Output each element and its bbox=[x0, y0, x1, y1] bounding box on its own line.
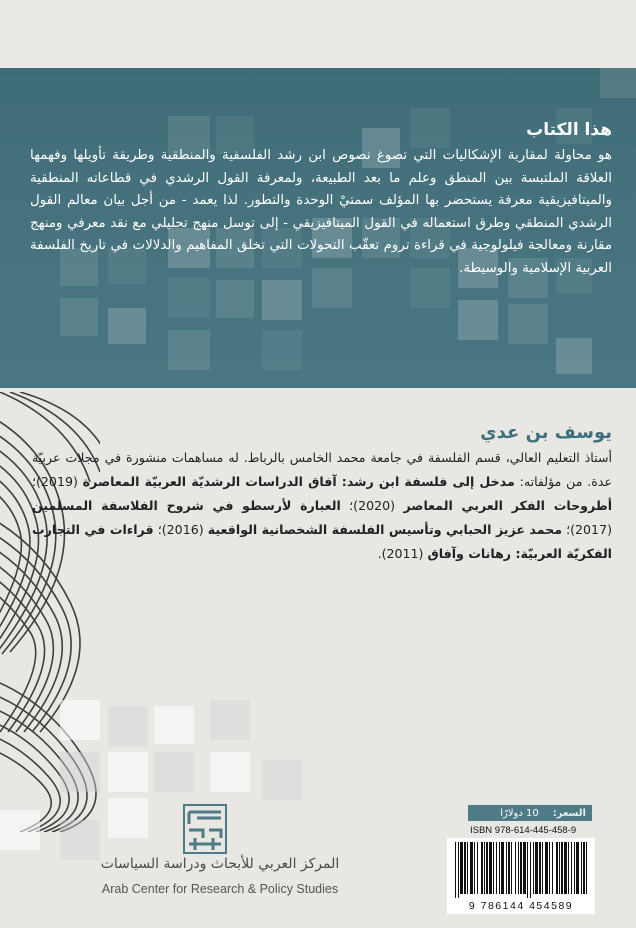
publisher-name-ar: المركز العربي للأبحاث ودراسة السياسات bbox=[100, 856, 340, 872]
author-bio: أستاذ التعليم العالي، قسم الفلسفة في جامعة محمد الخامس بالرباط. له مساهمات منشورة في مجلات عربيّة عدة. من مؤلفاته: مدخل إلى فلسفة ابن رشد: آفاق الدراسات الرشديّة العربيّة المعاصرة (2019)؛ أطروحات الفكر العربي المعاصر (2020)؛ العبارة لأرسطو في شروح الفلاسفة المسلمين (2017)؛ محمد عزيز الحبابي وتأسيس الفلسفة الشخصانية الواقعية (2016)؛ قراءات في التجارب الفكريّة العربيّة: رهانات وآفاق (2011). bbox=[32, 450, 613, 561]
price-label: السعر: bbox=[552, 807, 586, 819]
work-title: العبارة لأرسطو في شروح الفلاسفة المسلمين bbox=[32, 498, 341, 513]
work-title: قراءات في التجارب الفكريّة العربيّة: رهانات وآفاق bbox=[32, 522, 612, 561]
barcode bbox=[447, 838, 595, 914]
work-title: أطروحات الفكر العربي المعاصر bbox=[403, 498, 613, 513]
top-band bbox=[0, 0, 636, 68]
publisher-logo bbox=[183, 804, 227, 854]
author-name: يوسف بن عدي bbox=[480, 422, 612, 443]
barcode-digits: 9 786144 454589 bbox=[468, 900, 574, 912]
price-value: 10 دولارًا bbox=[500, 807, 539, 819]
about-heading: هذا الكتاب bbox=[526, 120, 612, 140]
isbn-text: ISBN 978-614-445-458-9 bbox=[470, 825, 577, 836]
publisher-name-en: Arab Center for Research & Policy Studies bbox=[101, 882, 339, 896]
work-title: مدخل إلى فلسفة ابن رشد: آفاق الدراسات الرشديّة العربيّة المعاصرة bbox=[82, 474, 515, 489]
work-title: محمد عزيز الحبابي وتأسيس الفلسفة الشخصانية الواقعية bbox=[207, 522, 563, 537]
price-box bbox=[468, 805, 592, 821]
about-text: هو محاولة لمقاربة الإشكاليات التي تصوغ نصوص ابن رشد الفلسفية والمنطقية وطريقة تأويلها وفهمها العلاقة الملتبسة بين المنطق وعلم ما بعد الطبيعة، ولمعرفة القول الرشدي في قطاعاته المنطقية والميتافيزيقية معرفة يستحضر بها المؤلف سمتيْ الوحدة والتطور. لذا يعمد - من أجل بيان معالم القول الرشدي المنطقي وطرق استعماله في القول الميتافيزيقي - إلى توسل منهج تحليلي مع نقد معرفي ومنهج مقارنة ومعالجة فيلولوجية في قراءة تروم تعقّب التحولات التي تخلق المفاهيم والدلالات في تاريخ الفلسفة العربية الإسلامية والوسيطة. bbox=[30, 148, 612, 276]
